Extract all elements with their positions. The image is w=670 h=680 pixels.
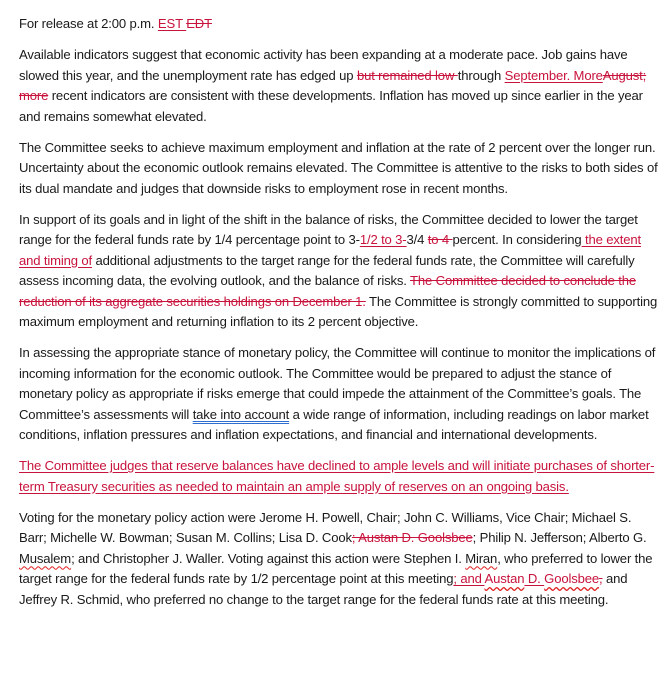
paragraph-voting	[19, 508, 659, 611]
text-run: For release at 2:00 p.m.	[19, 16, 158, 31]
text-run: Voting for the monetary policy action were Jerome H. Powell, Chair; John C. Williams, Vice Chair; Michael S. Barr; Michelle W. Bowman; Susan M. Collins; Lisa D. Cook	[19, 509, 632, 545]
inserted-spelling-flagged-word[interactable]: Austan	[484, 571, 525, 586]
deleted-text: EDT	[186, 16, 212, 31]
deleted-text: The Committee decided to conclude the reduction of its aggregate securities holdings on December 1.	[19, 273, 636, 309]
paragraph-economic-activity	[19, 45, 659, 127]
spelling-flagged-word[interactable]: Musalem	[19, 550, 72, 566]
text-run: The Committee seeks to achieve maximum employment and inflation at the rate of 2 percent over the longer run. Uncertainty about the economic outlook remains elevated. The Committee is attentive to the risks to both sides of its dual mandate and judges that downside risks to employment rose in recent months.	[19, 139, 658, 196]
deleted-text: August; more	[19, 67, 647, 103]
text-run: additional adjustments to the target range for the federal funds rate, the Committee will carefully assess incoming data, the evolving outlook, and the balance of risks.	[19, 252, 635, 288]
text-run: percent. In considering	[452, 232, 582, 247]
text-run: ; and Christopher J. Waller. Voting against this action were Stephen I.	[71, 550, 466, 566]
inserted-text: D.	[524, 571, 545, 586]
inserted-text: The Committee judges that reserve balances have declined to ample levels and will initiate purchases of shorter-term Treasury securities as needed to maintain an ample supply of reserves on an ongoing basis.	[19, 458, 655, 494]
text-run: 3/4	[406, 232, 428, 247]
deleted-text: ; Austan D. Goolsbee	[351, 530, 473, 545]
deleted-text: to 4	[427, 232, 453, 247]
text-run: a wide range of information, including readings on labor market conditions, inflation pressures and inflation expectations, and financial and international developments.	[19, 406, 649, 442]
release-line	[19, 14, 659, 35]
text-run: recent indicators are consistent with these developments. Inflation has moved up since earlier in the year and remains somewhat elevated.	[19, 88, 643, 124]
text-run: and Jeffrey R. Schmid, who preferred no change to the target range for the federal funds rate at this meeting.	[19, 571, 628, 607]
inserted-text: the extent and timing of	[19, 232, 642, 268]
inserted-text: September. More	[504, 67, 603, 83]
inserted-text: EST	[157, 16, 187, 31]
paragraph-policy-stance	[19, 343, 659, 446]
paragraph-policy-decision	[19, 210, 659, 333]
text-run: through	[457, 67, 505, 83]
text-run: Available indicators suggest that economic activity has been expanding at a moderate pace. Job gains have slowed this year, and the unemployment rate has edged up	[19, 47, 628, 83]
deleted-text: but remained low	[356, 67, 458, 83]
paragraph-committee-goals	[19, 138, 659, 200]
text-run: ; Philip N. Jefferson; Alberto G.	[472, 530, 647, 545]
paragraph-reserve-balances	[19, 456, 659, 497]
text-run: In assessing the appropriate stance of monetary policy, the Committee will continue to monitor the implications of incoming information for the economic outlook. The Committee would be prepared to adjust the stance of monetary policy as appropriate if risks emerge that could impede the attainment of the Committee’s goals. The Committee’s assessments will	[19, 345, 656, 422]
text-run: In support of its goals and in light of the shift in the balance of risks, the Committee decided to lower the target range for the federal funds rate by 1/4 percentage point to 3-	[19, 211, 638, 247]
inserted-text: ; and	[453, 571, 485, 586]
deleted-text: ,	[599, 571, 603, 586]
document-body	[19, 14, 659, 621]
inserted-spelling-flagged-word[interactable]: Goolsbee	[544, 571, 600, 586]
spelling-flagged-word[interactable]: Miran	[465, 550, 498, 566]
text-run: , who preferred to lower the target range for the federal funds rate by 1/2 percentage point at this meeting	[19, 550, 653, 586]
grammar-flagged-phrase[interactable]: take into account	[192, 406, 290, 422]
text-run: The Committee is strongly committed to supporting maximum employment and returning inflation to its 2 percent objective.	[19, 293, 658, 329]
inserted-text: 1/2 to 3-	[359, 232, 407, 247]
